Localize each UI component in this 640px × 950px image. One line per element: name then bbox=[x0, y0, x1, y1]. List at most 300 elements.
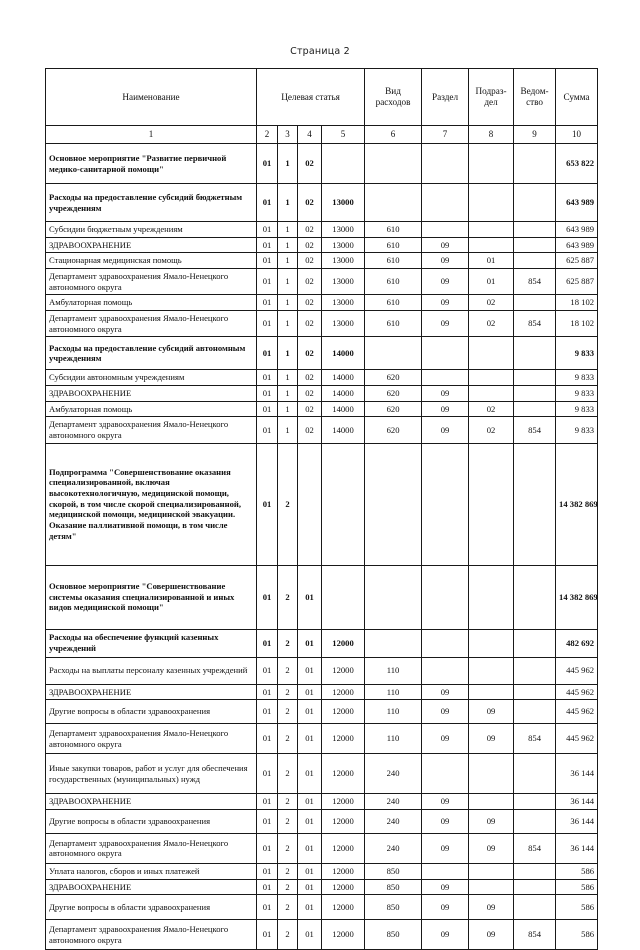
cell-name: Департамент здравоохранения Ямало-Ненецкого автономного округа bbox=[46, 833, 257, 863]
cell-expense-type: 850 bbox=[365, 895, 422, 920]
cell-subsection: 09 bbox=[469, 920, 514, 950]
cell-expense-type: 610 bbox=[365, 237, 422, 253]
cell-subsection bbox=[469, 794, 514, 810]
cell-code-4: 01 bbox=[298, 754, 322, 794]
cell-code-5: 12000 bbox=[322, 895, 365, 920]
cell-expense-type bbox=[365, 144, 422, 184]
cell-name: Расходы на выплаты персоналу казенных учреждений bbox=[46, 657, 257, 684]
cell-department bbox=[514, 809, 556, 833]
cell-sum: 482 692 bbox=[556, 629, 598, 657]
table-row bbox=[46, 724, 598, 754]
cell-expense-type bbox=[365, 565, 422, 629]
table-row bbox=[46, 385, 598, 401]
cell-section: 09 bbox=[422, 920, 469, 950]
cell-subsection: 09 bbox=[469, 833, 514, 863]
cell-code-4: 02 bbox=[298, 253, 322, 269]
cell-subsection: 01 bbox=[469, 268, 514, 294]
cell-code-3: 2 bbox=[278, 443, 298, 565]
cell-subsection bbox=[469, 184, 514, 222]
cell-sum: 18 102 bbox=[556, 295, 598, 311]
cell-section bbox=[422, 184, 469, 222]
cell-department bbox=[514, 370, 556, 386]
cell-department bbox=[514, 863, 556, 879]
cell-name: Другие вопросы в области здравоохранения bbox=[46, 895, 257, 920]
cell-code-2: 01 bbox=[257, 443, 278, 565]
cell-name: Департамент здравоохранения Ямало-Ненецкого автономного округа bbox=[46, 268, 257, 294]
cell-section: 09 bbox=[422, 295, 469, 311]
cell-sum: 9 833 bbox=[556, 417, 598, 443]
cell-section: 09 bbox=[422, 385, 469, 401]
cell-section: 09 bbox=[422, 401, 469, 417]
cell-code-3: 1 bbox=[278, 222, 298, 238]
col-num-2: 2 bbox=[257, 126, 278, 144]
cell-code-4: 01 bbox=[298, 794, 322, 810]
cell-department bbox=[514, 253, 556, 269]
cell-code-3: 2 bbox=[278, 809, 298, 833]
cell-section bbox=[422, 370, 469, 386]
cell-expense-type: 850 bbox=[365, 920, 422, 950]
cell-subsection bbox=[469, 565, 514, 629]
cell-code-2: 01 bbox=[257, 684, 278, 700]
cell-name: Другие вопросы в области здравоохранения bbox=[46, 700, 257, 724]
cell-section: 09 bbox=[422, 809, 469, 833]
cell-expense-type: 610 bbox=[365, 310, 422, 336]
cell-code-5 bbox=[322, 144, 365, 184]
cell-department: 854 bbox=[514, 920, 556, 950]
table-row bbox=[46, 295, 598, 311]
cell-code-5: 12000 bbox=[322, 657, 365, 684]
cell-department bbox=[514, 629, 556, 657]
cell-code-2: 01 bbox=[257, 222, 278, 238]
table-row bbox=[46, 310, 598, 336]
cell-department: 854 bbox=[514, 268, 556, 294]
cell-code-3: 2 bbox=[278, 629, 298, 657]
cell-department bbox=[514, 222, 556, 238]
cell-expense-type bbox=[365, 184, 422, 222]
cell-code-2: 01 bbox=[257, 657, 278, 684]
table-row bbox=[46, 700, 598, 724]
cell-section: 09 bbox=[422, 895, 469, 920]
cell-subsection: 02 bbox=[469, 417, 514, 443]
cell-code-3: 1 bbox=[278, 253, 298, 269]
cell-section bbox=[422, 222, 469, 238]
cell-code-2: 01 bbox=[257, 144, 278, 184]
cell-department: 854 bbox=[514, 833, 556, 863]
table-header bbox=[46, 69, 598, 144]
cell-expense-type: 850 bbox=[365, 879, 422, 895]
table-row bbox=[46, 684, 598, 700]
cell-code-4: 02 bbox=[298, 144, 322, 184]
cell-code-2: 01 bbox=[257, 565, 278, 629]
cell-name: Департамент здравоохранения Ямало-Ненецкого автономного округа bbox=[46, 310, 257, 336]
cell-code-5: 13000 bbox=[322, 253, 365, 269]
cell-expense-type: 620 bbox=[365, 385, 422, 401]
cell-subsection: 02 bbox=[469, 401, 514, 417]
cell-subsection: 09 bbox=[469, 700, 514, 724]
column-header-expense-type: Вид расходов bbox=[365, 69, 422, 126]
cell-sum: 9 833 bbox=[556, 370, 598, 386]
cell-subsection bbox=[469, 237, 514, 253]
cell-code-4: 01 bbox=[298, 700, 322, 724]
cell-code-5: 12000 bbox=[322, 629, 365, 657]
cell-subsection bbox=[469, 385, 514, 401]
table-header-row bbox=[46, 69, 598, 126]
cell-sum: 643 989 bbox=[556, 222, 598, 238]
cell-code-2: 01 bbox=[257, 237, 278, 253]
cell-subsection: 02 bbox=[469, 310, 514, 336]
cell-code-2: 01 bbox=[257, 863, 278, 879]
cell-expense-type: 110 bbox=[365, 724, 422, 754]
cell-code-5: 14000 bbox=[322, 370, 365, 386]
col-num-5: 5 bbox=[322, 126, 365, 144]
cell-code-5: 12000 bbox=[322, 920, 365, 950]
cell-subsection bbox=[469, 443, 514, 565]
cell-code-5: 12000 bbox=[322, 700, 365, 724]
table-row bbox=[46, 754, 598, 794]
cell-code-3: 1 bbox=[278, 237, 298, 253]
cell-name: Департамент здравоохранения Ямало-Ненецкого автономного округа bbox=[46, 724, 257, 754]
cell-department bbox=[514, 794, 556, 810]
cell-subsection bbox=[469, 222, 514, 238]
col-num-8: 8 bbox=[469, 126, 514, 144]
budget-table-container bbox=[45, 68, 597, 950]
cell-section bbox=[422, 657, 469, 684]
cell-section: 09 bbox=[422, 310, 469, 336]
cell-department bbox=[514, 401, 556, 417]
cell-code-4: 01 bbox=[298, 629, 322, 657]
cell-subsection: 09 bbox=[469, 809, 514, 833]
cell-section: 09 bbox=[422, 268, 469, 294]
cell-code-3: 1 bbox=[278, 385, 298, 401]
cell-code-5: 12000 bbox=[322, 809, 365, 833]
cell-department: 854 bbox=[514, 310, 556, 336]
cell-code-4: 02 bbox=[298, 370, 322, 386]
cell-sum: 586 bbox=[556, 879, 598, 895]
cell-code-5: 13000 bbox=[322, 268, 365, 294]
cell-subsection: 01 bbox=[469, 253, 514, 269]
cell-name: Амбулаторная помощь bbox=[46, 401, 257, 417]
cell-code-5: 12000 bbox=[322, 724, 365, 754]
cell-name: Стационарная медицинская помощь bbox=[46, 253, 257, 269]
col-num-6: 6 bbox=[365, 126, 422, 144]
table-row bbox=[46, 253, 598, 269]
cell-code-3: 1 bbox=[278, 417, 298, 443]
cell-code-2: 01 bbox=[257, 184, 278, 222]
table-row bbox=[46, 417, 598, 443]
cell-expense-type: 240 bbox=[365, 833, 422, 863]
cell-section: 09 bbox=[422, 700, 469, 724]
cell-name: Расходы на предоставление субсидий бюджетным учреждениям bbox=[46, 184, 257, 222]
column-header-target-article: Целевая статья bbox=[257, 69, 365, 126]
cell-code-2: 01 bbox=[257, 370, 278, 386]
column-number-row bbox=[46, 126, 598, 144]
cell-code-5: 12000 bbox=[322, 684, 365, 700]
cell-name: ЗДРАВООХРАНЕНИЕ bbox=[46, 385, 257, 401]
cell-subsection: 09 bbox=[469, 895, 514, 920]
cell-expense-type bbox=[365, 337, 422, 370]
table-row bbox=[46, 794, 598, 810]
table-row bbox=[46, 565, 598, 629]
cell-expense-type: 240 bbox=[365, 794, 422, 810]
table-row bbox=[46, 895, 598, 920]
cell-code-4: 01 bbox=[298, 895, 322, 920]
cell-code-5: 12000 bbox=[322, 863, 365, 879]
cell-section bbox=[422, 629, 469, 657]
cell-sum: 586 bbox=[556, 863, 598, 879]
cell-code-3: 2 bbox=[278, 863, 298, 879]
cell-code-2: 01 bbox=[257, 385, 278, 401]
cell-code-3: 2 bbox=[278, 794, 298, 810]
cell-code-3: 2 bbox=[278, 565, 298, 629]
table-row bbox=[46, 443, 598, 565]
cell-department bbox=[514, 700, 556, 724]
cell-name: Иные закупки товаров, работ и услуг для обеспечения государственных (муниципальных) нужд bbox=[46, 754, 257, 794]
cell-code-5 bbox=[322, 565, 365, 629]
cell-department bbox=[514, 443, 556, 565]
cell-section: 09 bbox=[422, 794, 469, 810]
cell-code-4: 01 bbox=[298, 657, 322, 684]
cell-department bbox=[514, 684, 556, 700]
cell-department bbox=[514, 184, 556, 222]
cell-sum: 9 833 bbox=[556, 337, 598, 370]
cell-sum: 445 962 bbox=[556, 724, 598, 754]
cell-sum: 653 822 bbox=[556, 144, 598, 184]
cell-section bbox=[422, 754, 469, 794]
cell-section bbox=[422, 863, 469, 879]
table-row bbox=[46, 237, 598, 253]
cell-code-4: 01 bbox=[298, 684, 322, 700]
cell-sum: 643 989 bbox=[556, 237, 598, 253]
cell-expense-type: 850 bbox=[365, 863, 422, 879]
column-header-sum: Сумма bbox=[556, 69, 598, 126]
cell-code-2: 01 bbox=[257, 629, 278, 657]
col-num-10: 10 bbox=[556, 126, 598, 144]
cell-expense-type: 610 bbox=[365, 253, 422, 269]
cell-code-3: 1 bbox=[278, 310, 298, 336]
cell-code-4: 02 bbox=[298, 268, 322, 294]
cell-code-2: 01 bbox=[257, 310, 278, 336]
cell-code-4 bbox=[298, 443, 322, 565]
cell-code-4: 02 bbox=[298, 310, 322, 336]
cell-code-4: 01 bbox=[298, 724, 322, 754]
cell-code-3: 1 bbox=[278, 144, 298, 184]
table-row bbox=[46, 657, 598, 684]
cell-name: Подпрограмма "Совершенствование оказания специализированной, включая высокотехнологичную, медицинской помощи, скорой, в том числе скорой специализированной, медицинской помощи, медицинской эвакуации. Оказание паллиативной помощи, в том числе детям" bbox=[46, 443, 257, 565]
cell-expense-type: 240 bbox=[365, 754, 422, 794]
cell-name: Департамент здравоохранения Ямало-Ненецкого автономного округа bbox=[46, 417, 257, 443]
cell-code-3: 2 bbox=[278, 920, 298, 950]
col-num-3: 3 bbox=[278, 126, 298, 144]
cell-code-2: 01 bbox=[257, 724, 278, 754]
cell-code-5: 12000 bbox=[322, 794, 365, 810]
cell-name: Субсидии бюджетным учреждениям bbox=[46, 222, 257, 238]
cell-code-4: 02 bbox=[298, 401, 322, 417]
cell-code-2: 01 bbox=[257, 895, 278, 920]
cell-code-3: 1 bbox=[278, 184, 298, 222]
table-row bbox=[46, 863, 598, 879]
table-row bbox=[46, 920, 598, 950]
cell-sum: 14 382 869 bbox=[556, 565, 598, 629]
cell-name: Субсидии автономным учреждениям bbox=[46, 370, 257, 386]
cell-code-4: 02 bbox=[298, 337, 322, 370]
cell-code-4: 01 bbox=[298, 565, 322, 629]
cell-code-2: 01 bbox=[257, 879, 278, 895]
cell-department bbox=[514, 337, 556, 370]
cell-name: Уплата налогов, сборов и иных платежей bbox=[46, 863, 257, 879]
cell-code-4: 02 bbox=[298, 222, 322, 238]
cell-section bbox=[422, 337, 469, 370]
column-header-section: Раздел bbox=[422, 69, 469, 126]
cell-code-2: 01 bbox=[257, 253, 278, 269]
cell-code-5: 13000 bbox=[322, 222, 365, 238]
cell-code-5: 13000 bbox=[322, 184, 365, 222]
cell-code-3: 1 bbox=[278, 295, 298, 311]
cell-code-3: 2 bbox=[278, 879, 298, 895]
cell-section: 09 bbox=[422, 684, 469, 700]
cell-subsection: 02 bbox=[469, 295, 514, 311]
cell-expense-type: 610 bbox=[365, 295, 422, 311]
cell-code-2: 01 bbox=[257, 417, 278, 443]
cell-name: ЗДРАВООХРАНЕНИЕ bbox=[46, 794, 257, 810]
page-number-label: Страница 2 bbox=[290, 46, 350, 57]
cell-sum: 14 382 869 bbox=[556, 443, 598, 565]
cell-name: Амбулаторная помощь bbox=[46, 295, 257, 311]
cell-code-4: 01 bbox=[298, 809, 322, 833]
cell-name: Расходы на обеспечение функций казенных учреждений bbox=[46, 629, 257, 657]
cell-subsection bbox=[469, 684, 514, 700]
cell-section: 09 bbox=[422, 724, 469, 754]
cell-sum: 18 102 bbox=[556, 310, 598, 336]
cell-code-3: 1 bbox=[278, 337, 298, 370]
cell-sum: 445 962 bbox=[556, 700, 598, 724]
table-row bbox=[46, 144, 598, 184]
cell-code-3: 2 bbox=[278, 895, 298, 920]
col-num-9: 9 bbox=[514, 126, 556, 144]
table-row bbox=[46, 337, 598, 370]
cell-department bbox=[514, 895, 556, 920]
cell-code-4: 02 bbox=[298, 295, 322, 311]
cell-name: Основное мероприятие "Совершенствование системы оказания специализированной и иных видов медицинской помощи" bbox=[46, 565, 257, 629]
column-header-subsection: Подраз-дел bbox=[469, 69, 514, 126]
col-num-7: 7 bbox=[422, 126, 469, 144]
cell-section bbox=[422, 443, 469, 565]
cell-sum: 586 bbox=[556, 920, 598, 950]
column-header-department: Ведом-ство bbox=[514, 69, 556, 126]
cell-department bbox=[514, 295, 556, 311]
cell-subsection bbox=[469, 144, 514, 184]
cell-code-2: 01 bbox=[257, 794, 278, 810]
cell-code-2: 01 bbox=[257, 268, 278, 294]
cell-department bbox=[514, 754, 556, 794]
cell-code-3: 2 bbox=[278, 833, 298, 863]
cell-sum: 36 144 bbox=[556, 754, 598, 794]
cell-code-3: 2 bbox=[278, 700, 298, 724]
cell-name: Другие вопросы в области здравоохранения bbox=[46, 809, 257, 833]
cell-sum: 36 144 bbox=[556, 833, 598, 863]
cell-code-2: 01 bbox=[257, 337, 278, 370]
cell-sum: 445 962 bbox=[556, 684, 598, 700]
cell-expense-type: 620 bbox=[365, 417, 422, 443]
cell-code-4: 01 bbox=[298, 833, 322, 863]
cell-expense-type: 240 bbox=[365, 809, 422, 833]
cell-code-5: 14000 bbox=[322, 337, 365, 370]
cell-expense-type: 110 bbox=[365, 657, 422, 684]
cell-name: Департамент здравоохранения Ямало-Ненецкого автономного округа bbox=[46, 920, 257, 950]
cell-code-2: 01 bbox=[257, 295, 278, 311]
cell-department bbox=[514, 385, 556, 401]
cell-section: 09 bbox=[422, 237, 469, 253]
cell-code-5: 12000 bbox=[322, 754, 365, 794]
cell-name: ЗДРАВООХРАНЕНИЕ bbox=[46, 237, 257, 253]
table-body bbox=[46, 144, 598, 950]
cell-code-5 bbox=[322, 443, 365, 565]
cell-name: ЗДРАВООХРАНЕНИЕ bbox=[46, 879, 257, 895]
cell-name: Расходы на предоставление субсидий автономным учреждениям bbox=[46, 337, 257, 370]
cell-code-5: 13000 bbox=[322, 237, 365, 253]
cell-sum: 586 bbox=[556, 895, 598, 920]
cell-department bbox=[514, 657, 556, 684]
cell-sum: 445 962 bbox=[556, 657, 598, 684]
cell-code-2: 01 bbox=[257, 700, 278, 724]
cell-expense-type: 110 bbox=[365, 684, 422, 700]
cell-code-3: 2 bbox=[278, 754, 298, 794]
column-header-name: Наименование bbox=[46, 69, 257, 126]
budget-table bbox=[45, 68, 598, 950]
cell-subsection bbox=[469, 754, 514, 794]
table-row bbox=[46, 370, 598, 386]
cell-code-3: 2 bbox=[278, 724, 298, 754]
cell-expense-type: 110 bbox=[365, 700, 422, 724]
cell-department bbox=[514, 144, 556, 184]
cell-code-3: 1 bbox=[278, 370, 298, 386]
cell-name: Основное мероприятие "Развитие первичной медико-санитарной помощи" bbox=[46, 144, 257, 184]
cell-code-5: 12000 bbox=[322, 879, 365, 895]
cell-department: 854 bbox=[514, 417, 556, 443]
cell-section: 09 bbox=[422, 833, 469, 863]
cell-code-4: 02 bbox=[298, 184, 322, 222]
cell-code-3: 1 bbox=[278, 401, 298, 417]
cell-code-2: 01 bbox=[257, 809, 278, 833]
cell-code-4: 02 bbox=[298, 385, 322, 401]
table-row bbox=[46, 833, 598, 863]
cell-code-3: 1 bbox=[278, 268, 298, 294]
cell-code-2: 01 bbox=[257, 754, 278, 794]
cell-code-4: 02 bbox=[298, 417, 322, 443]
cell-subsection bbox=[469, 370, 514, 386]
cell-subsection bbox=[469, 657, 514, 684]
cell-sum: 36 144 bbox=[556, 794, 598, 810]
cell-subsection bbox=[469, 863, 514, 879]
col-num-4: 4 bbox=[298, 126, 322, 144]
cell-expense-type bbox=[365, 629, 422, 657]
table-row bbox=[46, 268, 598, 294]
cell-code-5: 12000 bbox=[322, 833, 365, 863]
cell-code-5: 13000 bbox=[322, 310, 365, 336]
cell-expense-type: 610 bbox=[365, 268, 422, 294]
cell-expense-type: 620 bbox=[365, 401, 422, 417]
cell-code-3: 2 bbox=[278, 684, 298, 700]
table-row bbox=[46, 809, 598, 833]
cell-section: 09 bbox=[422, 417, 469, 443]
cell-department: 854 bbox=[514, 724, 556, 754]
cell-section bbox=[422, 565, 469, 629]
cell-department bbox=[514, 565, 556, 629]
table-row bbox=[46, 222, 598, 238]
cell-code-4: 01 bbox=[298, 920, 322, 950]
cell-subsection: 09 bbox=[469, 724, 514, 754]
cell-code-5: 13000 bbox=[322, 295, 365, 311]
cell-code-5: 14000 bbox=[322, 401, 365, 417]
